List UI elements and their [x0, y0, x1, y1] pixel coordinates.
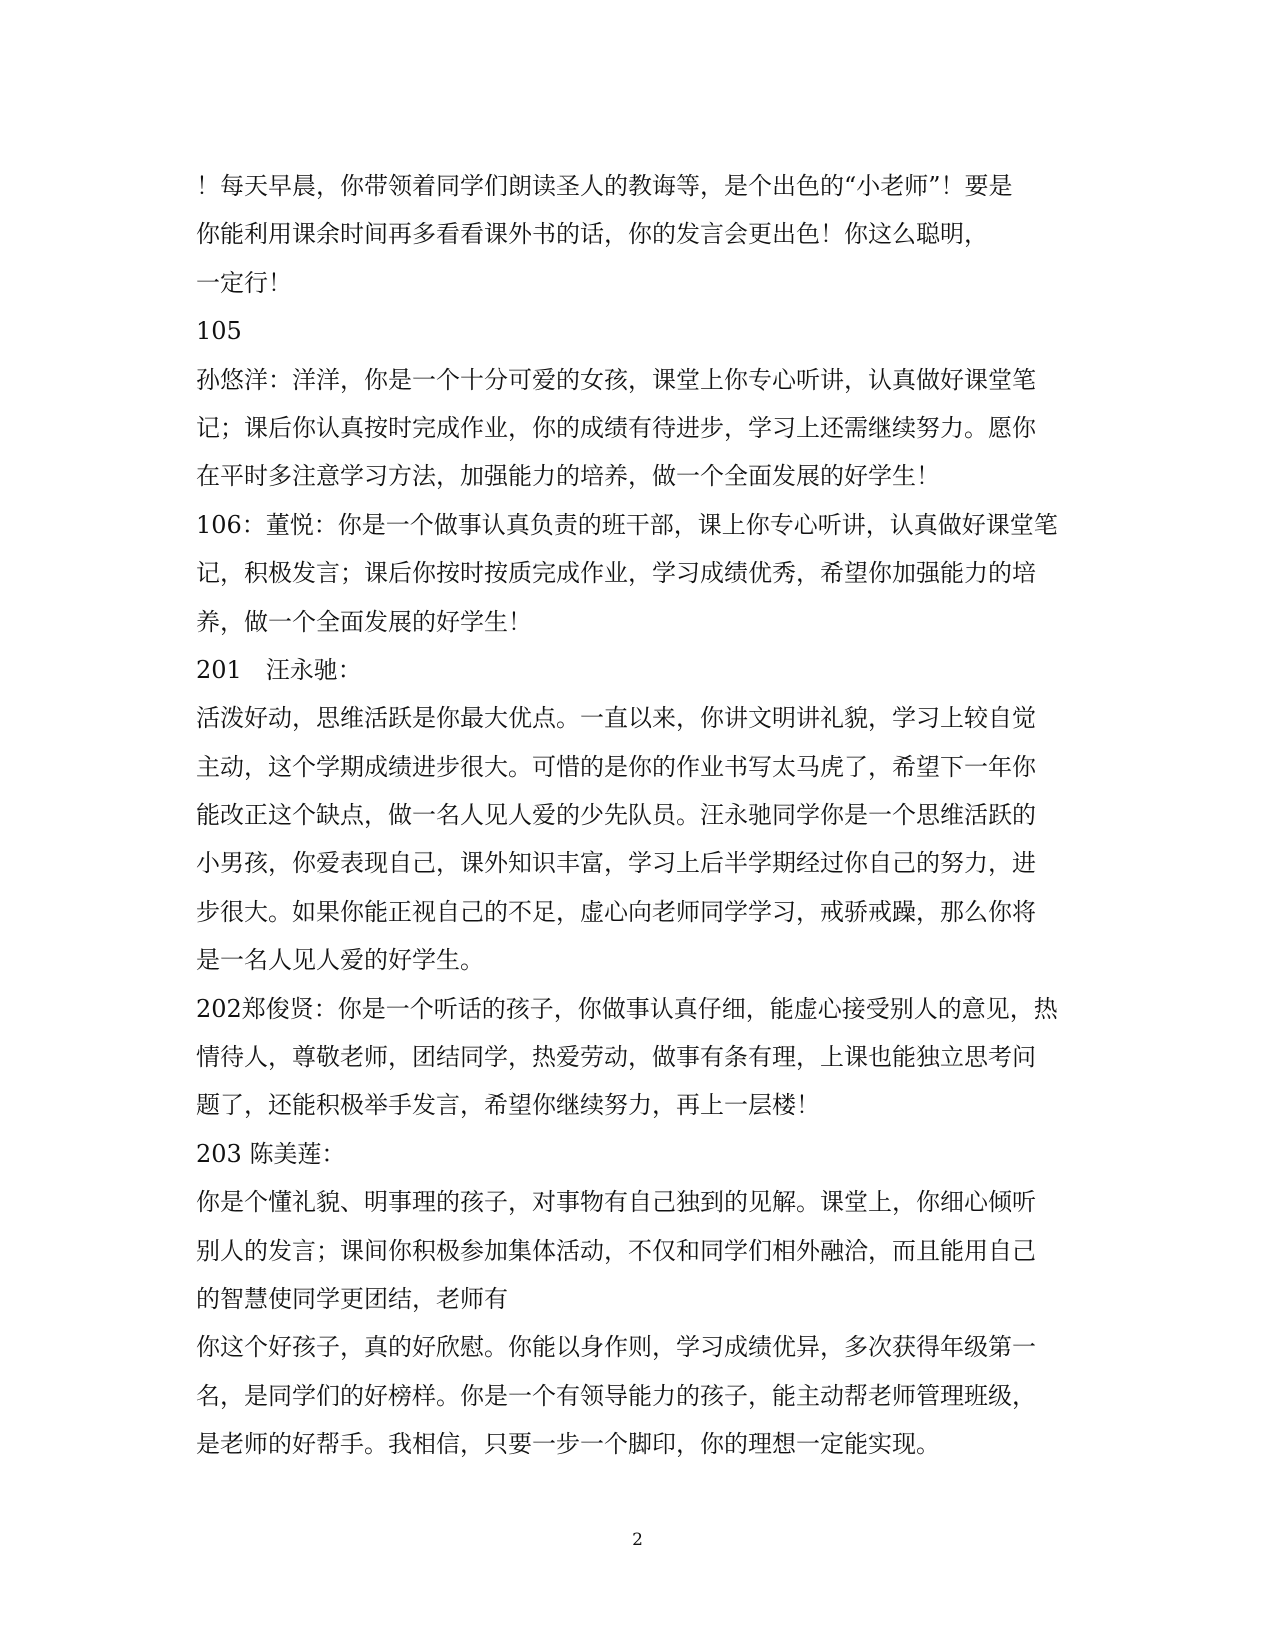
text-line: 的智慧使同学更团结，老师有 — [196, 1284, 508, 1313]
document-body — [196, 162, 1096, 1469]
text-line: 在平时多注意学习方法，加强能力的培养，做一个全面发展的好学生！ — [196, 462, 940, 491]
text-line: 记；课后你认真按时完成作业，你的成绩有待进步，学习上还需继续努力。愿你 — [196, 413, 1036, 442]
text-line: 情待人，尊敬老师，团结同学，热爱劳动，做事有条有理，上课也能独立思考问 — [196, 1043, 1036, 1072]
section-heading: 203 陈美莲： — [196, 1139, 346, 1168]
text-line: 步很大。如果你能正视自己的不足，虚心向老师同学学习，戒骄戒躁，那么你将 — [196, 897, 1036, 926]
text-line: 题了，还能积极举手发言，希望你继续努力，再上一层楼！ — [196, 1091, 820, 1120]
page-number: 2 — [632, 1530, 643, 1550]
text-line: 小男孩，你爱表现自己，课外知识丰富，学习上后半学期经过你自己的努力，进 — [196, 849, 1036, 878]
text-line: 能改正这个缺点，做一名人见人爱的少先队员。汪永驰同学你是一个思维活跃的 — [196, 801, 1036, 830]
text-line: 活泼好动，思维活跃是你最大优点。一直以来，你讲文明讲礼貌，学习上较自觉 — [196, 704, 1036, 733]
text-line: 别人的发言；课间你积极参加集体活动，不仅和同学们相外融洽，而且能用自己 — [196, 1236, 1036, 1265]
section-number: 105 — [196, 317, 242, 346]
text-line: 是老师的好帮手。我相信，只要一步一个脚印，你的理想一定能实现。 — [196, 1430, 940, 1459]
text-line: 是一名人见人爱的好学生。 — [196, 946, 484, 975]
text-line: 记，积极发言；课后你按时按质完成作业，学习成绩优秀，希望你加强能力的培 — [196, 559, 1036, 588]
text-line: 你这个好孩子，真的好欣慰。你能以身作则，学习成绩优异，多次获得年级第一 — [196, 1333, 1036, 1362]
text-line: 你能利用课余时间再多看看课外书的话，你的发言会更出色！你这么聪明， — [196, 220, 988, 249]
text-line: 一定行！ — [196, 268, 292, 297]
text-line: 孙悠洋：洋洋，你是一个十分可爱的女孩，课堂上你专心听讲，认真做好课堂笔 — [196, 365, 1036, 394]
section-heading: 201 汪永驰： — [196, 655, 362, 684]
text-line: ！每天早晨，你带领着同学们朗读圣人的教诲等，是个出色的“小老师”！要是 — [196, 172, 1013, 200]
text-line: 主动，这个学期成绩进步很大。可惜的是你的作业书写太马虎了，希望下一年你 — [196, 752, 1036, 781]
text-line: 你是个懂礼貌、明事理的孩子，对事物有自己独到的见解。课堂上，你细心倾听 — [196, 1188, 1036, 1217]
text-line: 202郑俊贤：你是一个听话的孩子，你做事认真仔细，能虚心接受别人的意见，热 — [196, 994, 1058, 1023]
text-line: 养，做一个全面发展的好学生！ — [196, 607, 532, 636]
text-line: 名，是同学们的好榜样。你是一个有领导能力的孩子，能主动帮老师管理班级， — [196, 1381, 1036, 1410]
text-line: 106：董悦：你是一个做事认真负责的班干部，课上你专心听讲，认真做好课堂笔 — [196, 510, 1058, 539]
